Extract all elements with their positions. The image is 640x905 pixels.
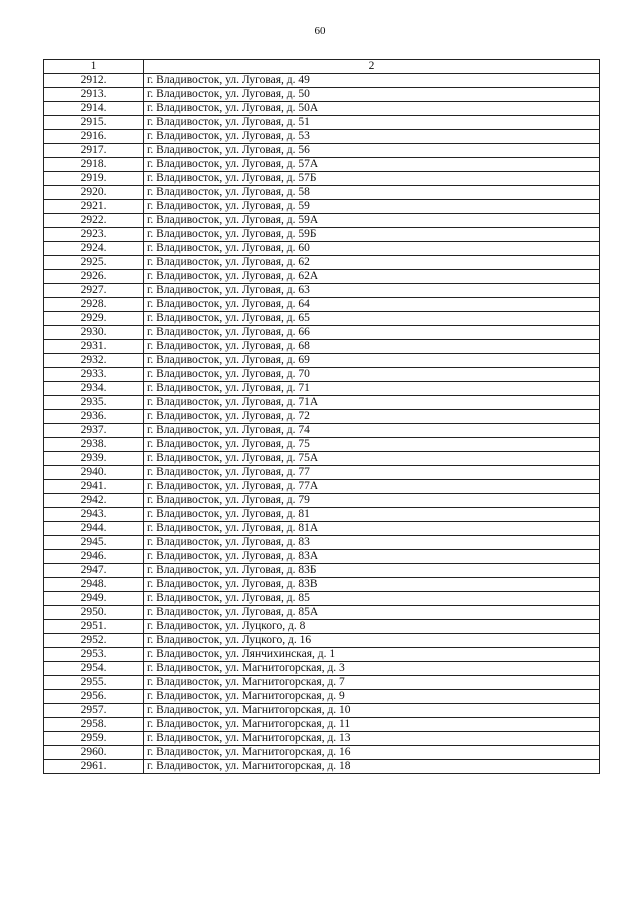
row-address: г. Владивосток, ул. Магнитогорская, д. 11 (144, 718, 600, 732)
row-address: г. Владивосток, ул. Луговая, д. 81А (144, 522, 600, 536)
table-row (44, 228, 600, 242)
row-address: г. Владивосток, ул. Магнитогорская, д. 16 (144, 746, 600, 760)
table-row (44, 340, 600, 354)
row-address: г. Владивосток, ул. Луговая, д. 57А (144, 158, 600, 172)
page-number: 60 (314, 25, 326, 37)
row-number: 2939. (44, 452, 144, 466)
row-address: г. Владивосток, ул. Магнитогорская, д. 10 (144, 704, 600, 718)
table-row (44, 326, 600, 340)
row-number: 2928. (44, 298, 144, 312)
row-address: г. Владивосток, ул. Луговая, д. 57Б (144, 172, 600, 186)
row-address: г. Владивосток, ул. Луговая, д. 75 (144, 438, 600, 452)
row-address: г. Владивосток, ул. Луговая, д. 69 (144, 354, 600, 368)
table-body (44, 74, 600, 774)
table-row (44, 298, 600, 312)
row-address: г. Владивосток, ул. Луговая, д. 66 (144, 326, 600, 340)
table-row (44, 550, 600, 564)
row-address: г. Владивосток, ул. Луговая, д. 71А (144, 396, 600, 410)
row-address: г. Владивосток, ул. Лянчихинская, д. 1 (144, 648, 600, 662)
row-address: г. Владивосток, ул. Луговая, д. 59А (144, 214, 600, 228)
table-row (44, 704, 600, 718)
table-row (44, 284, 600, 298)
table-row (44, 256, 600, 270)
table-row (44, 718, 600, 732)
row-address: г. Владивосток, ул. Луговая, д. 83А (144, 550, 600, 564)
row-number: 2954. (44, 662, 144, 676)
table-row (44, 424, 600, 438)
table-row (44, 144, 600, 158)
row-address: г. Владивосток, ул. Магнитогорская, д. 13 (144, 732, 600, 746)
row-number: 2930. (44, 326, 144, 340)
row-number: 2952. (44, 634, 144, 648)
row-number: 2923. (44, 228, 144, 242)
table-row (44, 662, 600, 676)
table-row (44, 592, 600, 606)
table-row (44, 242, 600, 256)
row-address: г. Владивосток, ул. Магнитогорская, д. 18 (144, 760, 600, 774)
table-row (44, 270, 600, 284)
row-number: 2945. (44, 536, 144, 550)
table-row (44, 396, 600, 410)
table-row (44, 620, 600, 634)
table-row (44, 102, 600, 116)
table-row (44, 116, 600, 130)
table-row (44, 354, 600, 368)
table-row (44, 746, 600, 760)
table-row (44, 522, 600, 536)
row-number: 2940. (44, 466, 144, 480)
row-number: 2947. (44, 564, 144, 578)
row-address: г. Владивосток, ул. Луговая, д. 83В (144, 578, 600, 592)
row-number: 2916. (44, 130, 144, 144)
table-row (44, 158, 600, 172)
row-address: г. Владивосток, ул. Луговая, д. 60 (144, 242, 600, 256)
row-address: г. Владивосток, ул. Луговая, д. 70 (144, 368, 600, 382)
row-number: 2918. (44, 158, 144, 172)
row-address: г. Владивосток, ул. Луговая, д. 50А (144, 102, 600, 116)
row-number: 2932. (44, 354, 144, 368)
row-address: г. Владивосток, ул. Луговая, д. 62А (144, 270, 600, 284)
row-number: 2919. (44, 172, 144, 186)
row-address: г. Владивосток, ул. Луговая, д. 49 (144, 74, 600, 88)
row-address: г. Владивосток, ул. Луговая, д. 83 (144, 536, 600, 550)
row-address: г. Владивосток, ул. Луговая, д. 81 (144, 508, 600, 522)
table-row (44, 578, 600, 592)
table-row (44, 438, 600, 452)
row-address: г. Владивосток, ул. Луговая, д. 71 (144, 382, 600, 396)
row-address: г. Владивосток, ул. Магнитогорская, д. 7 (144, 676, 600, 690)
row-number: 2958. (44, 718, 144, 732)
row-address: г. Владивосток, ул. Луговая, д. 72 (144, 410, 600, 424)
row-number: 2953. (44, 648, 144, 662)
table-row (44, 74, 600, 88)
row-address: г. Владивосток, ул. Луговая, д. 83Б (144, 564, 600, 578)
column-header-number: 1 (44, 60, 144, 74)
table-row (44, 214, 600, 228)
row-number: 2959. (44, 732, 144, 746)
row-number: 2924. (44, 242, 144, 256)
row-number: 2937. (44, 424, 144, 438)
row-address: г. Владивосток, ул. Луговая, д. 63 (144, 284, 600, 298)
row-number: 2913. (44, 88, 144, 102)
row-number: 2925. (44, 256, 144, 270)
table-row (44, 676, 600, 690)
row-address: г. Владивосток, ул. Луговая, д. 59 (144, 200, 600, 214)
table-row (44, 382, 600, 396)
table-row (44, 732, 600, 746)
row-number: 2921. (44, 200, 144, 214)
address-table (43, 59, 600, 774)
table-row (44, 410, 600, 424)
row-address: г. Владивосток, ул. Луговая, д. 65 (144, 312, 600, 326)
row-number: 2926. (44, 270, 144, 284)
row-number: 2949. (44, 592, 144, 606)
header-row (44, 60, 600, 74)
row-address: г. Владивосток, ул. Магнитогорская, д. 9 (144, 690, 600, 704)
table-row (44, 648, 600, 662)
row-number: 2922. (44, 214, 144, 228)
row-address: г. Владивосток, ул. Луговая, д. 62 (144, 256, 600, 270)
row-address: г. Владивосток, ул. Луговая, д. 56 (144, 144, 600, 158)
row-number: 2956. (44, 690, 144, 704)
table-row (44, 536, 600, 550)
row-number: 2944. (44, 522, 144, 536)
row-address: г. Владивосток, ул. Луговая, д. 75А (144, 452, 600, 466)
row-address: г. Владивосток, ул. Луговая, д. 59Б (144, 228, 600, 242)
row-address: г. Владивосток, ул. Луговая, д. 74 (144, 424, 600, 438)
table-row (44, 480, 600, 494)
row-number: 2912. (44, 74, 144, 88)
row-number: 2950. (44, 606, 144, 620)
row-address: г. Владивосток, ул. Луговая, д. 79 (144, 494, 600, 508)
row-number: 2957. (44, 704, 144, 718)
table-row (44, 312, 600, 326)
row-address: г. Владивосток, ул. Луговая, д. 77А (144, 480, 600, 494)
row-address: г. Владивосток, ул. Магнитогорская, д. 3 (144, 662, 600, 676)
row-address: г. Владивосток, ул. Луговая, д. 53 (144, 130, 600, 144)
row-address: г. Владивосток, ул. Луговая, д. 68 (144, 340, 600, 354)
row-number: 2915. (44, 116, 144, 130)
table-row (44, 130, 600, 144)
row-address: г. Владивосток, ул. Луговая, д. 85А (144, 606, 600, 620)
row-address: г. Владивосток, ул. Луцкого, д. 16 (144, 634, 600, 648)
row-address: г. Владивосток, ул. Луговая, д. 58 (144, 186, 600, 200)
row-number: 2935. (44, 396, 144, 410)
row-number: 2914. (44, 102, 144, 116)
table-row (44, 690, 600, 704)
table-row (44, 368, 600, 382)
table-row (44, 634, 600, 648)
row-number: 2936. (44, 410, 144, 424)
row-number: 2934. (44, 382, 144, 396)
row-address: г. Владивосток, ул. Луцкого, д. 8 (144, 620, 600, 634)
row-address: г. Владивосток, ул. Луговая, д. 77 (144, 466, 600, 480)
column-header-address: 2 (144, 60, 600, 74)
row-number: 2942. (44, 494, 144, 508)
row-address: г. Владивосток, ул. Луговая, д. 50 (144, 88, 600, 102)
table-row (44, 606, 600, 620)
table-row (44, 200, 600, 214)
row-address: г. Владивосток, ул. Луговая, д. 64 (144, 298, 600, 312)
table-row (44, 186, 600, 200)
table-row (44, 88, 600, 102)
table-row (44, 494, 600, 508)
row-number: 2948. (44, 578, 144, 592)
row-number: 2951. (44, 620, 144, 634)
row-number: 2933. (44, 368, 144, 382)
row-number: 2941. (44, 480, 144, 494)
row-number: 2955. (44, 676, 144, 690)
row-number: 2946. (44, 550, 144, 564)
row-number: 2960. (44, 746, 144, 760)
row-number: 2917. (44, 144, 144, 158)
row-number: 2943. (44, 508, 144, 522)
row-number: 2920. (44, 186, 144, 200)
table-row (44, 564, 600, 578)
table-row (44, 172, 600, 186)
row-number: 2927. (44, 284, 144, 298)
row-number: 2929. (44, 312, 144, 326)
row-address: г. Владивосток, ул. Луговая, д. 85 (144, 592, 600, 606)
table-row (44, 452, 600, 466)
row-number: 2931. (44, 340, 144, 354)
table-row (44, 508, 600, 522)
table-row (44, 760, 600, 774)
table-row (44, 466, 600, 480)
row-number: 2961. (44, 760, 144, 774)
row-number: 2938. (44, 438, 144, 452)
row-address: г. Владивосток, ул. Луговая, д. 51 (144, 116, 600, 130)
